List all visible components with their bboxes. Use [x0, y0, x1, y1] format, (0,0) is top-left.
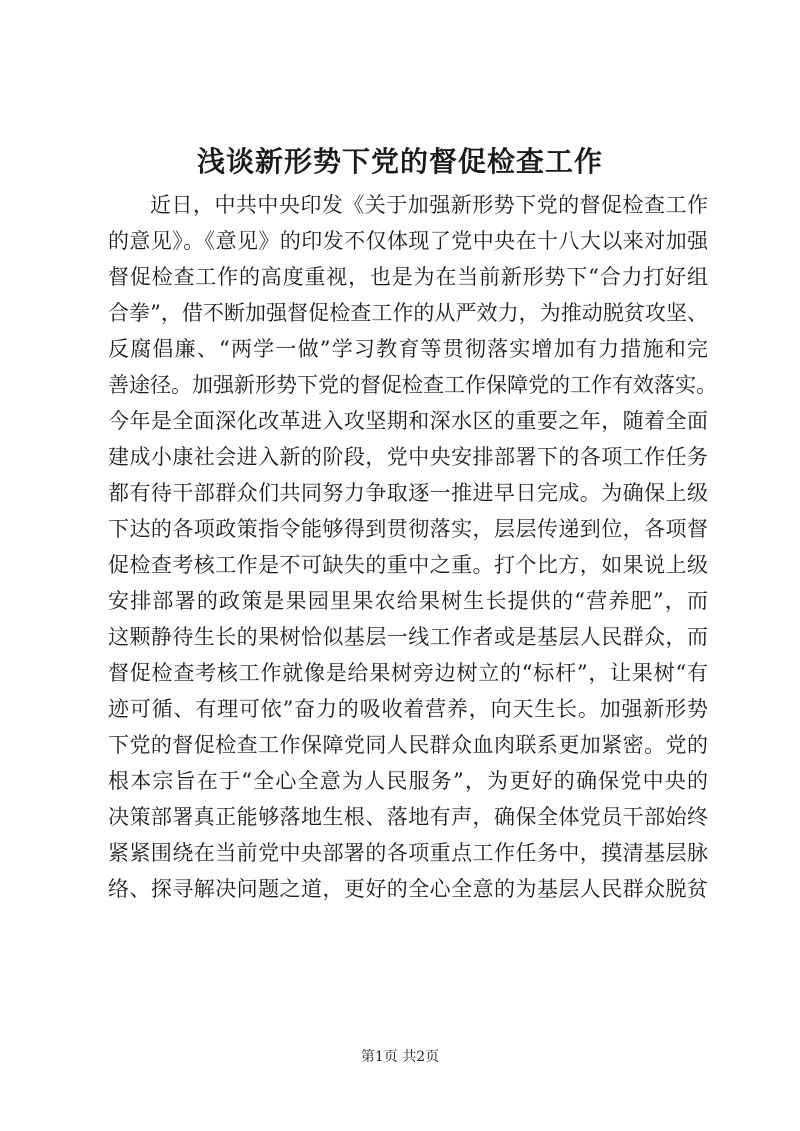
page-number-footer: 第1页 共2页 — [360, 1049, 440, 1065]
body-line: 促检查考核工作是不可缺失的重中之重。打个比方，如果说上级 — [108, 553, 708, 577]
body-line: 的意见》。《意见》的印发不仅体现了党中央在十八大以来对加强 — [108, 229, 708, 253]
body-line: 决策部署真正能够落地生根、落地有声，确保全体党员干部始终 — [108, 805, 708, 829]
body-line: 络、探寻解决问题之道，更好的全心全意的为基层人民群众脱贫 — [108, 877, 708, 901]
body-line: 紧紧围绕在当前党中央部署的各项重点工作任务中，摸清基层脉 — [108, 841, 708, 865]
body-line: 建成小康社会进入新的阶段，党中央安排部署下的各项工作任务 — [108, 445, 708, 469]
body-line: 合拳”，借不断加强督促检查工作的从严效力，为推动脱贫攻坚、 — [108, 301, 708, 325]
body-line: 善途径。加强新形势下党的督促检查工作保障党的工作有效落实。 — [108, 373, 717, 397]
body-line: 下达的各项政策指令能够得到贯彻落实，层层传递到位，各项督 — [108, 517, 708, 541]
body-line: 反腐倡廉、“两学一做”学习教育等贯彻落实增加有力措施和完 — [108, 337, 708, 361]
body-line: 督促检查工作的高度重视，也是为在当前新形势下“合力打好组 — [108, 265, 708, 289]
body-line: 迹可循、有理可依”奋力的吸收着营养，向天生长。加强新形势 — [108, 697, 708, 721]
body-line: 下党的督促检查工作保障党同人民群众血肉联系更加紧密。党的 — [108, 733, 708, 757]
body-line: 安排部署的政策是果园里果农给果树生长提供的“营养肥”，而 — [108, 589, 708, 613]
page-title: 浅谈新形势下党的督促检查工作 — [196, 145, 603, 178]
body-line: 督促检查考核工作就像是给果树旁边树立的“标杆”，让果树“有 — [108, 661, 708, 685]
body-paragraph — [108, 187, 717, 907]
body-line: 今年是全面深化改革进入攻坚期和深水区的重要之年，随着全面 — [108, 409, 708, 433]
body-line: 这颗静待生长的果树恰似基层一线工作者或是基层人民群众，而 — [108, 625, 708, 649]
body-line: 都有待干部群众们共同努力争取逐一推进早日完成。为确保上级 — [108, 481, 708, 505]
body-line: 近日，中共中央印发《关于加强新形势下党的督促检查工作 — [150, 193, 708, 217]
body-line: 根本宗旨在于“全心全意为人民服务”，为更好的确保党中央的 — [108, 769, 708, 793]
